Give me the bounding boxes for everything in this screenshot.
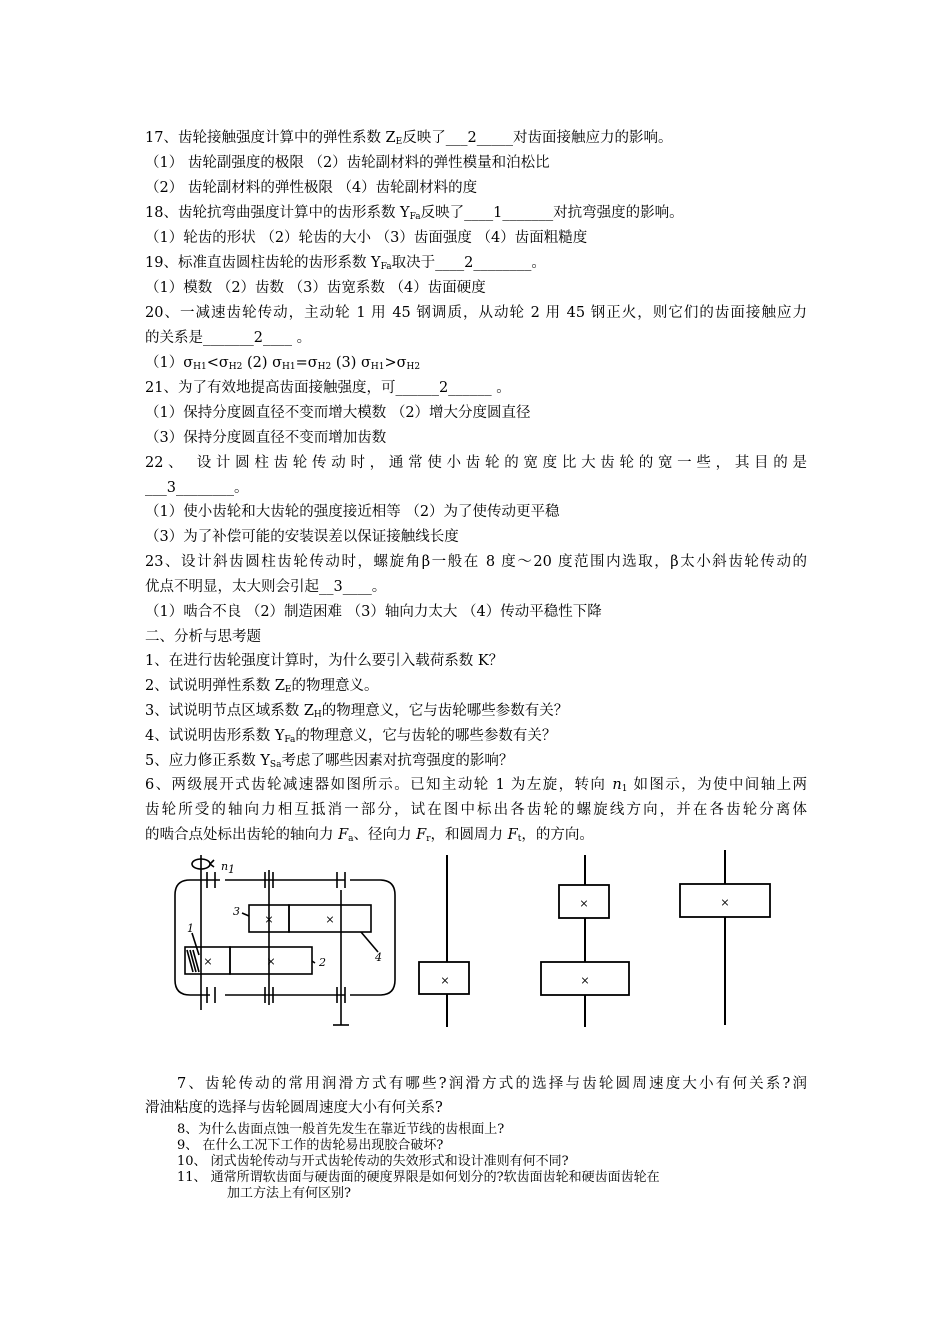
q22-title-line2: ___3________。 bbox=[145, 480, 249, 496]
cross-mark: × bbox=[325, 913, 335, 926]
label-2: 2 bbox=[319, 956, 326, 969]
question-7-line2: 滑油粘度的选择与齿轮圆周速度大小有何关系? bbox=[145, 1100, 443, 1116]
label-1: 1 bbox=[187, 922, 194, 935]
cross-mark: × bbox=[440, 974, 450, 987]
question-1: 1、在进行齿轮强度计算时，为什么要引入载荷系数 K？ bbox=[145, 653, 504, 669]
section-heading: 二、分析与思考题 bbox=[145, 629, 261, 645]
cross-mark: × bbox=[579, 897, 589, 910]
question-6-line2: 齿轮所受的轴向力相互抵消一部分，试在图中标出各齿轮的螺旋线方向，并在各齿轮分离体 bbox=[145, 802, 807, 818]
q20-title-line1: 20、一减速齿轮传动，主动轮 1 用 45 钢调质，从动轮 2 用 45 钢正火，则它们的齿面接触应力 bbox=[145, 305, 807, 321]
label-3: 3 bbox=[233, 905, 240, 918]
question-10: 10、 闭式齿轮传动与开式齿轮传动的失效形式和设计准则有何不同? bbox=[177, 1154, 569, 1169]
q21-option-line: （3）保持分度圆直径不变而增加齿数 bbox=[145, 430, 387, 446]
gear-free-body-2 bbox=[535, 855, 635, 1030]
q22-option-line: （3）为了补偿可能的安装误差以保证接触线长度 bbox=[145, 529, 459, 545]
q17-option-line: （2） 齿轮副材料的弹性极限 （4）齿轮副材料的度 bbox=[145, 180, 478, 196]
question-9: 9、 在什么工况下工作的齿轮易出现胶合破坏? bbox=[177, 1138, 444, 1153]
question-6-line3: 的啮合点处标出齿轮的轴向力 $F_a$、径向力 $F_r$，和圆周力 $F_t$，的方向。 bbox=[145, 827, 594, 844]
q20-title-line2: 的关系是_______2____ 。 bbox=[145, 330, 312, 346]
question-6-line1: 6、两级展开式齿轮减速器如图所示。已知主动轮 1 为左旋，转向 $n_1$ 如图示，为使中间轴上两 bbox=[145, 777, 808, 794]
label-n: n bbox=[221, 860, 229, 873]
gear-free-body-3 bbox=[670, 850, 780, 1030]
question-11-line2: 加工方法上有何区别? bbox=[227, 1186, 351, 1201]
q21-title: 21、为了有效地提高齿面接触强度，可______2______ 。 bbox=[145, 380, 511, 396]
q22-title-line1: 22、 设计圆柱齿轮传动时，通常使小齿轮的宽度比大齿轮的宽一些，其目的是 bbox=[145, 455, 807, 471]
question-11-line1: 11、 通常所谓软齿面与硬齿面的硬度界限是如何划分的?软齿面齿轮和硬齿面齿轮在 bbox=[177, 1170, 660, 1185]
q21-option-line: （1）保持分度圆直径不变而增大模数 （2）增大分度圆直径 bbox=[145, 405, 531, 421]
question-3: 3、试说明节点区域系数 $Z_H$的物理意义，它与齿轮哪些参数有关？ bbox=[145, 703, 569, 720]
label-n-subscript: 1 bbox=[228, 863, 235, 876]
housing-left bbox=[175, 880, 213, 995]
cross-mark: × bbox=[203, 955, 213, 968]
gear-reducer-diagram bbox=[165, 850, 415, 1030]
cross-mark: × bbox=[580, 974, 590, 987]
gear-free-body-1 bbox=[410, 855, 485, 1030]
q17-option-line: （1） 齿轮副强度的极限 （2）齿轮副材料的弹性模量和泊松比 bbox=[145, 155, 550, 171]
q20-option-line: $(1)\sigma_{H1}<\sigma_{H2}$ (2) $\sigma_{H1}=\sigma_{H2}$ (3) $\sigma_{H1}>\sigma_{H2}$ bbox=[145, 355, 421, 372]
question-5: 5、应力修正系数 $Y_{Sa}$考虑了哪些因素对抗弯强度的影响？ bbox=[145, 753, 514, 770]
q17-title: 17、齿轮接触强度计算中的弹性系数 $Z_E$反映了___2_____对齿面接触应力的影响。 bbox=[145, 130, 673, 147]
question-7-line1: 7、齿轮传动的常用润滑方式有哪些?润滑方式的选择与齿轮圆周速度大小有何关系?润 bbox=[177, 1076, 807, 1092]
q18-title: 18、齿轮抗弯曲强度计算中的齿形系数 $Y_{Fa}$反映了____1_______对抗弯强度的影响。 bbox=[145, 205, 684, 222]
housing-right bbox=[350, 880, 395, 995]
q23-option-line: （1）啮合不良 （2）制造困难 （3）轴向力太大 （4）传动平稳性下降 bbox=[145, 604, 602, 620]
cross-mark: × bbox=[720, 896, 730, 909]
q18-option-line: （1）轮齿的形状 （2）轮齿的大小 （3）齿面强度 （4）齿面粗糙度 bbox=[145, 230, 588, 246]
question-8: 8、为什么齿面点蚀一般首先发生在靠近节线的齿根面上? bbox=[177, 1122, 505, 1137]
cross-mark: × bbox=[264, 913, 274, 926]
question-4: 4、试说明齿形系数 $Y_{Fa}$的物理意义，它与齿轮的哪些参数有关？ bbox=[145, 728, 557, 745]
cross-mark: × bbox=[266, 955, 276, 968]
q19-option-line: （1）模数 （2）齿数 （3）齿宽系数 （4）齿面硬度 bbox=[145, 280, 486, 296]
q23-title-line2: 优点不明显，太大则会引起__3____。 bbox=[145, 579, 387, 595]
q22-option-line: （1）使小齿轮和大齿轮的强度接近相等 （2）为了使传动更平稳 bbox=[145, 504, 560, 520]
label-4: 4 bbox=[375, 951, 382, 964]
q19-title: 19、标准直齿圆柱齿轮的齿形系数 $Y_{Fa}$取决于____2________。 bbox=[145, 255, 546, 272]
question-2: 2、试说明弹性系数 $Z_E$的物理意义。 bbox=[145, 678, 379, 695]
q23-title-line1: 23、设计斜齿圆柱齿轮传动时，螺旋角β一般在 8 度～20 度范围内选取，β太小斜齿轮传动的 bbox=[145, 554, 807, 570]
